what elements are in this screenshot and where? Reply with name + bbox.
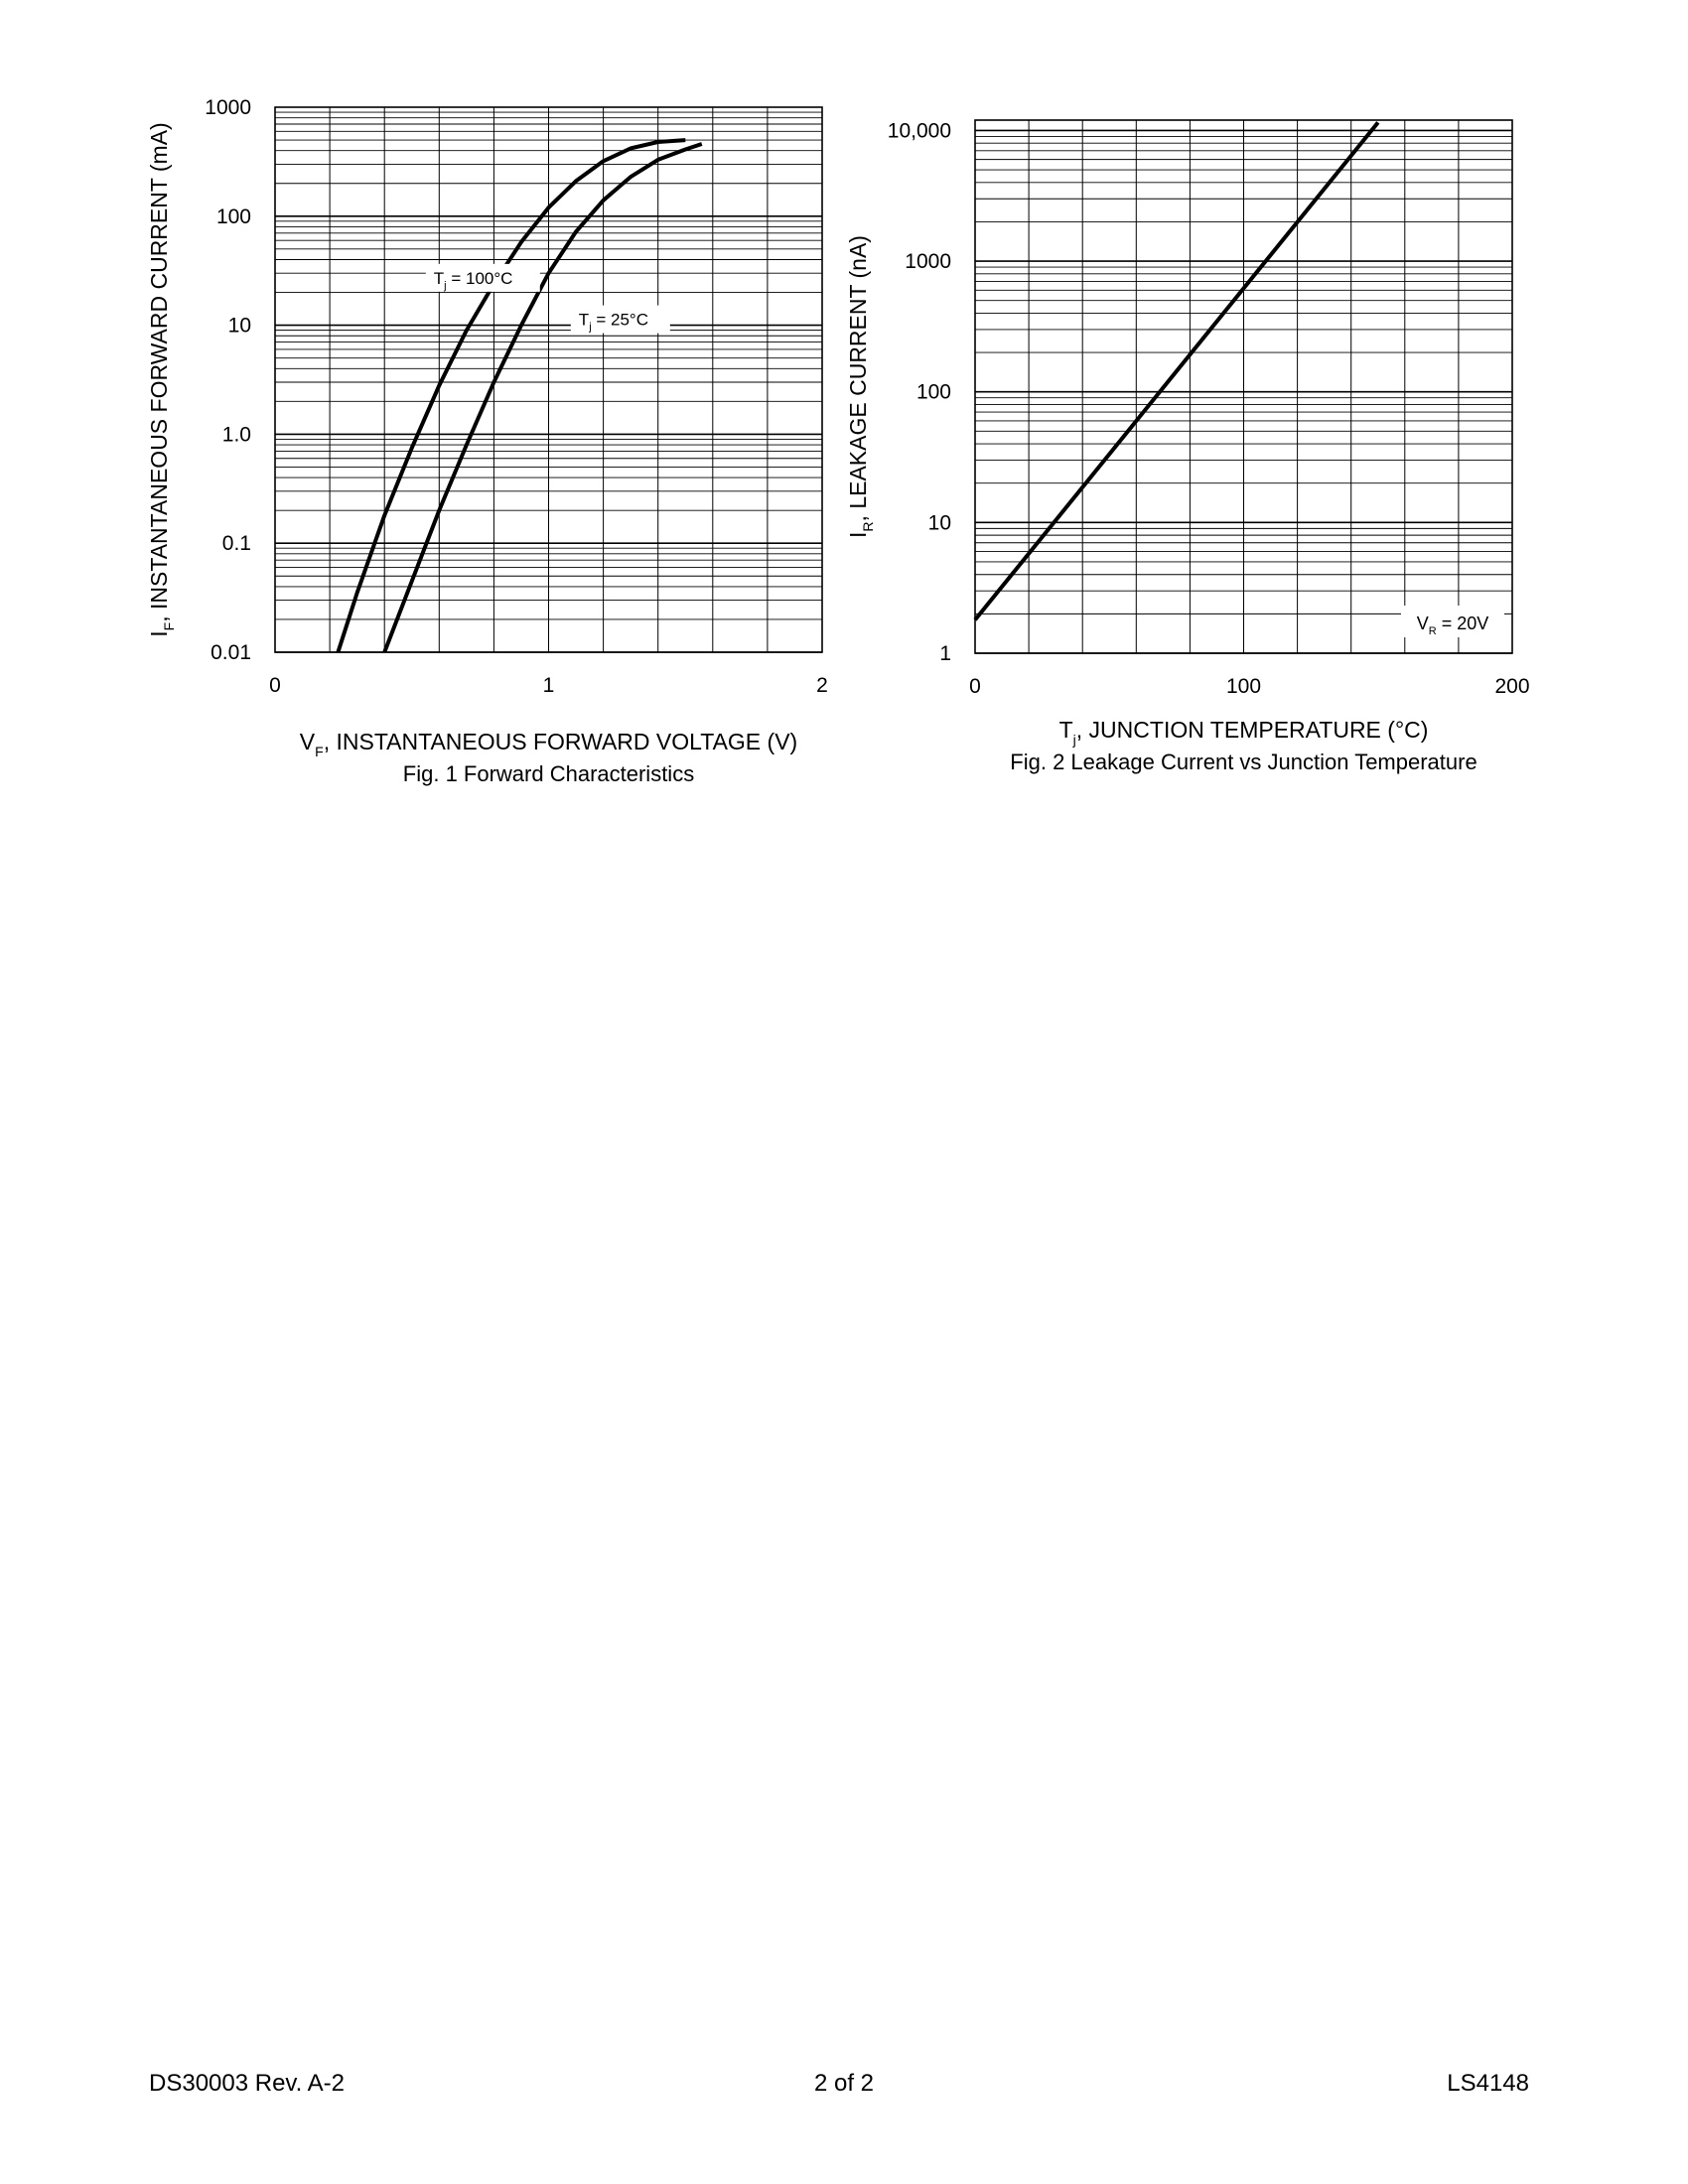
series-label-1-symbol: T: [433, 268, 445, 288]
series-label-2-subscript: j: [589, 321, 592, 334]
chart-0-y-tick-label: 1.0: [221, 423, 251, 447]
series-label-2-rest: = 25°C: [591, 310, 649, 330]
chart-1-x-tick-label: 100: [1225, 675, 1262, 698]
leakage-current-chart: [0, 0, 1688, 854]
chart-1-x-axis-label: [1059, 717, 1429, 748]
vr-annotation-subscript: R: [1428, 625, 1437, 637]
chart-0-x-axis-label-symbol: V: [299, 729, 316, 754]
chart-0-y-tick-label: 10: [227, 314, 251, 338]
chart-0-y-tick-label: 0.01: [211, 641, 251, 664]
chart-1-y-tick-label: 100: [915, 380, 951, 404]
chart-0-y-tick-label: 100: [215, 205, 251, 228]
chart-0-y-axis-label-symbol: I: [146, 630, 172, 637]
chart-1-series-line-1: [975, 122, 1378, 619]
chart-1-y-tick-label: 1000: [905, 250, 951, 274]
series-label-2-symbol: T: [578, 310, 590, 330]
chart-0-title: Fig. 1 Forward Characteristics: [402, 761, 695, 786]
chart-0-y-tick-label: 1000: [205, 96, 251, 119]
chart-0-y-tick-label: 0.1: [221, 532, 251, 556]
chart-0-x-tick-label: 2: [816, 674, 828, 697]
chart-0-y-axis-label-subscript: F: [161, 621, 177, 631]
chart-0-x-axis-label-subscript: F: [315, 744, 324, 759]
chart-1-grid: [975, 120, 1512, 653]
footer-document-number: DS30003 Rev. A-2: [149, 2070, 346, 2097]
chart-0-x-axis-label-rest: , INSTANTANEOUS FORWARD VOLTAGE (V): [323, 729, 798, 754]
chart-1-y-axis-label-subscript: R: [860, 521, 876, 532]
chart-1-y-tick-label: 1: [939, 642, 951, 665]
chart-1-x-tick-label: 200: [1494, 675, 1530, 698]
chart-1-y-axis-label-symbol: I: [845, 531, 871, 538]
chart-1-y-tick-label: 10: [927, 511, 951, 535]
chart-1-y-axis-label: [845, 235, 876, 538]
chart-1-title: Fig. 2 Leakage Current vs Junction Temperature: [1010, 750, 1477, 774]
footer-page-number: 2 of 2: [813, 2070, 875, 2097]
chart-0-x-tick-label: 0: [269, 674, 281, 697]
chart-1-x-axis-label-subscript: j: [1072, 732, 1076, 748]
chart-1-x-axis-label-rest: , JUNCTION TEMPERATURE (°C): [1075, 717, 1429, 743]
series-label-1-rest: = 100°C: [446, 268, 513, 288]
chart-0-y-axis-label-rest: , INSTANTANEOUS FORWARD CURRENT (mA): [146, 122, 172, 622]
vr-annotation-symbol: V: [1416, 614, 1429, 633]
footer-part-number: LS4148: [1447, 2070, 1529, 2097]
chart-1-y-tick-label: 10,000: [887, 119, 951, 143]
chart-1-x-axis-label-symbol: T: [1058, 717, 1073, 743]
series-label-1-subscript: j: [444, 279, 447, 292]
vr-annotation-rest: = 20V: [1436, 614, 1489, 633]
chart-1-x-tick-label: 0: [969, 675, 981, 698]
chart-1-y-axis-label-rest: , LEAKAGE CURRENT (nA): [845, 235, 871, 522]
chart-0-x-tick-label: 1: [542, 674, 555, 697]
